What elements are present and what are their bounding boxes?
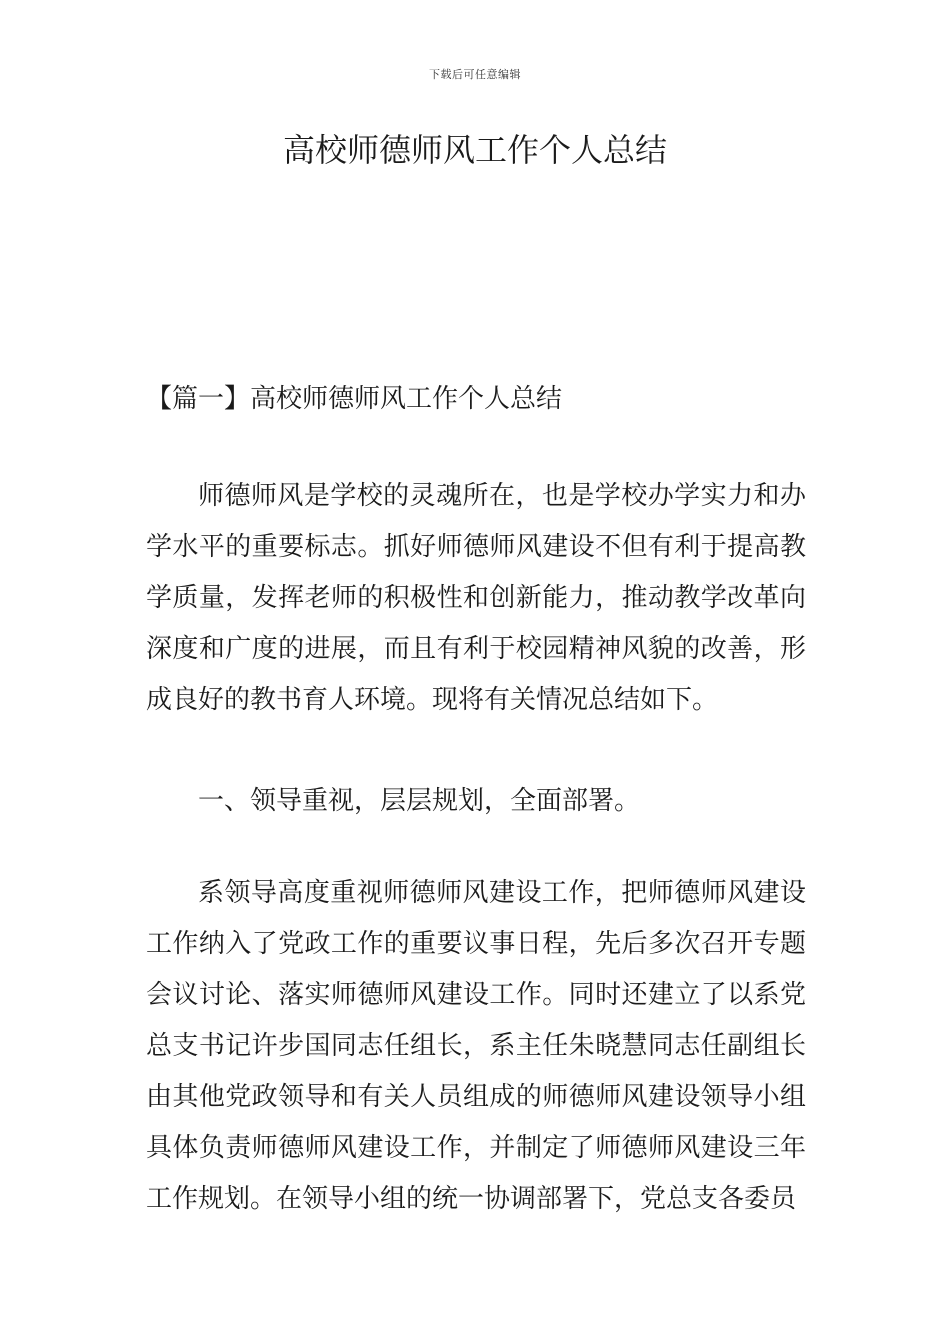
paragraph-leadership: 系领导高度重视师德师风建设工作，把师德师风建设工作纳入了党政工作的重要议事日程，先后多次召开专题会议讨论、落实师德师风建设工作。同时还建立了以系党总支书记许步国同志任组长，系主任朱晓慧同志任副组长由其他党政领导和有关人员组成的师德师风建设领导小组具体负责师德师风建设工作，并制定了师德师风建设三年工作规划。在领导小组的统一协调部署下，党总支各委员 <box>146 878 806 1214</box>
header-note: 下载后可任意编辑 <box>429 68 521 81</box>
paragraph-intro: 师德师风是学校的灵魂所在，也是学校办学实力和办学水平的重要标志。抓好师德师风建设不但有利于提高教学质量，发挥老师的积极性和创新能力，推动教学改革向深度和广度的进展，而且有利于校园精神风貌的改善，形成良好的教书育人环境。现将有关情况总结如下。 <box>146 481 806 715</box>
subheading-leadership: 一、领导重视，层层规划，全面部署。 <box>198 786 641 816</box>
section-heading: 【篇一】高校师德师风工作个人总结 <box>146 384 563 414</box>
document-title: 高校师德师风工作个人总结 <box>282 131 667 169</box>
